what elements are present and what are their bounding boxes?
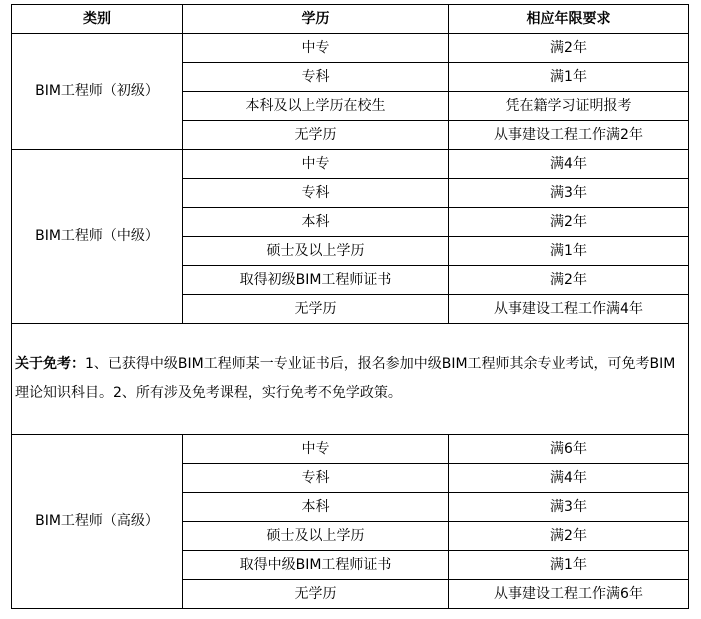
table-row (12, 34, 689, 63)
years-cell: 满4年 (449, 464, 689, 493)
education-cell: 本科 (183, 208, 449, 237)
years-cell: 满1年 (449, 551, 689, 580)
years-cell: 满6年 (449, 435, 689, 464)
education-cell: 取得中级BIM工程师证书 (183, 551, 449, 580)
requirements-table (11, 4, 689, 609)
education-cell: 无学历 (183, 295, 449, 324)
years-cell: 满2年 (449, 34, 689, 63)
category-cell: BIM工程师（初级） (12, 34, 183, 150)
table-row (12, 150, 689, 179)
header-category: 类别 (12, 5, 183, 34)
years-cell: 满1年 (449, 237, 689, 266)
education-cell: 专科 (183, 63, 449, 92)
education-cell: 专科 (183, 179, 449, 208)
years-cell: 从事建设工程工作满6年 (449, 580, 689, 609)
category-cell: BIM工程师（高级） (12, 435, 183, 609)
education-cell: 硕士及以上学历 (183, 522, 449, 551)
education-cell: 中专 (183, 435, 449, 464)
years-cell: 凭在籍学习证明报考 (449, 92, 689, 121)
education-cell: 硕士及以上学历 (183, 237, 449, 266)
years-cell: 满4年 (449, 150, 689, 179)
years-cell: 满1年 (449, 63, 689, 92)
header-years: 相应年限要求 (449, 5, 689, 34)
education-cell: 无学历 (183, 580, 449, 609)
years-cell: 满3年 (449, 493, 689, 522)
exemption-text: 1、已获得中级BIM工程师某一专业证书后，报名参加中级BIM工程师其余专业考试，可免考BIM理论知识科目。2、所有涉及免考课程，实行免考不免学政策。 (15, 356, 676, 401)
table-row (12, 435, 689, 464)
education-cell: 本科 (183, 493, 449, 522)
education-cell: 中专 (183, 150, 449, 179)
years-cell: 满2年 (449, 208, 689, 237)
header-row (12, 5, 689, 34)
education-cell: 中专 (183, 34, 449, 63)
years-cell: 满3年 (449, 179, 689, 208)
years-cell: 满2年 (449, 522, 689, 551)
years-cell: 从事建设工程工作满4年 (449, 295, 689, 324)
years-cell: 满2年 (449, 266, 689, 295)
exemption-row (12, 324, 689, 435)
header-education: 学历 (183, 5, 449, 34)
exemption-label: 关于免考： (15, 356, 85, 372)
education-cell: 无学历 (183, 121, 449, 150)
education-cell: 专科 (183, 464, 449, 493)
years-cell: 从事建设工程工作满2年 (449, 121, 689, 150)
category-cell: BIM工程师（中级） (12, 150, 183, 324)
education-cell: 本科及以上学历在校生 (183, 92, 449, 121)
education-cell: 取得初级BIM工程师证书 (183, 266, 449, 295)
exemption-note (12, 324, 689, 435)
